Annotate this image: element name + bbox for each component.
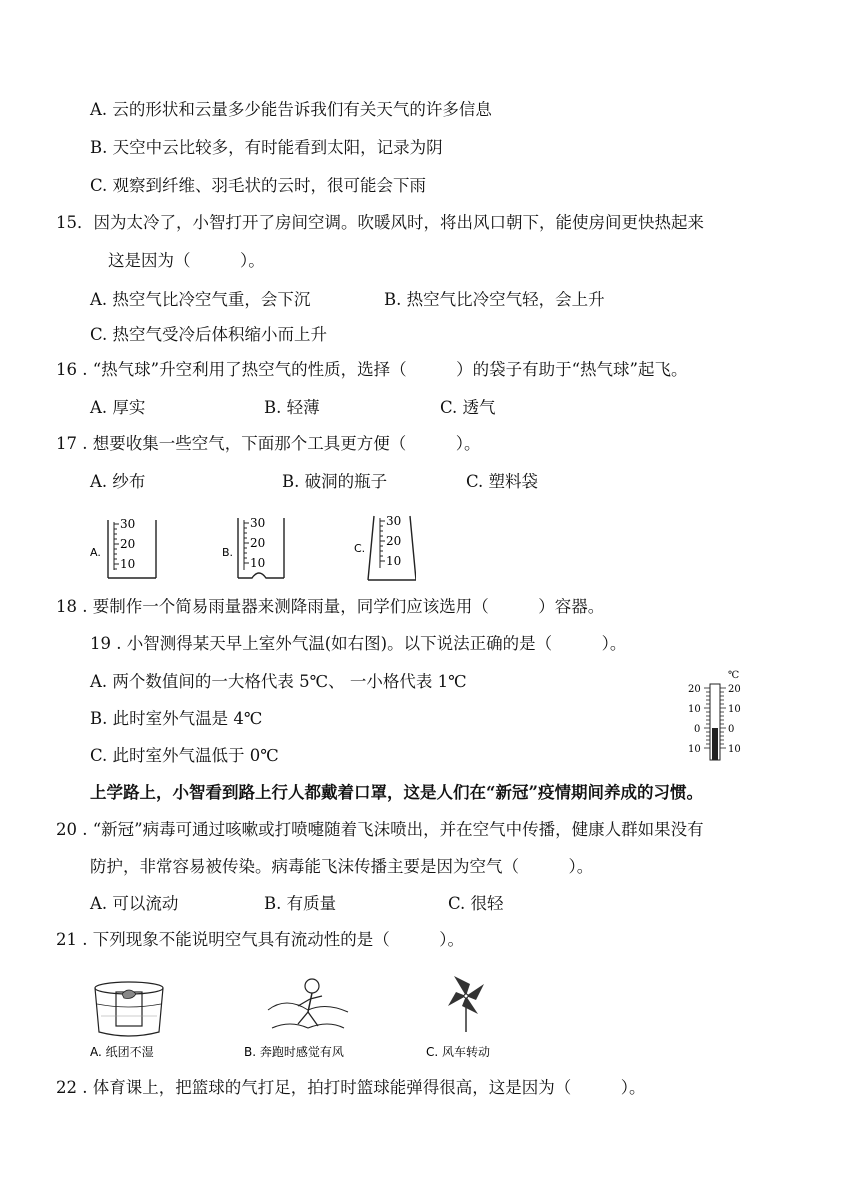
thermo-right-10: 10 (728, 704, 741, 715)
thermometer-unit: ℃ (728, 670, 740, 681)
q15-stem-line2: 这是因为（ ）。 (108, 251, 265, 270)
q15-option-a: A. 热空气比冷空气重，会下沉 (90, 290, 311, 309)
container-a-figure (90, 517, 156, 578)
q20-option-b: B. 有质量 (264, 894, 337, 913)
container-a-label: A. (90, 546, 101, 559)
q18-stem: 18 . 要制作一个简易雨量器来测降雨量，同学们应该选用（ ）容器。 (56, 597, 605, 616)
pinwheel-figure (426, 976, 490, 1059)
q16-option-a: A. 厚实 (90, 398, 146, 417)
container-b-label: B. (222, 546, 234, 559)
q19-stem: 19 . 小智测得某天早上室外气温(如右图)。以下说法正确的是（ ）。 (90, 634, 627, 653)
q17-stem: 17 . 想要收集一些空气，下面那个工具更方便（ ）。 (56, 434, 481, 453)
thermometer-mercury (712, 728, 718, 760)
container-c-label: C. (354, 542, 366, 555)
q17-option-a: A. 纱布 (90, 472, 146, 491)
q19-option-b: B. 此时室外气温是 4℃ (90, 709, 263, 728)
thermo-left-10: 10 (688, 704, 701, 715)
q15-option-c: C. 热空气受冷后体积缩小而上升 (90, 325, 328, 344)
q17-option-c: C. 塑料袋 (466, 472, 539, 491)
q19-option-a: A. 两个数值间的一大格代表 5℃、 一小格代表 1℃ (90, 672, 467, 691)
context-paragraph: 上学路上，小智看到路上行人都戴着口罩，这是人们在“新冠”疫情期间养成的习惯。 (90, 783, 703, 802)
thermo-right-minus10: 10 (728, 744, 741, 755)
q16-option-c: C. 透气 (440, 398, 496, 417)
container-b-tick-10: 10 (250, 556, 266, 570)
q14-option-b: B. 天空中云比较多，有时能看到太阳，记录为阴 (90, 138, 443, 157)
container-a-tick-10: 10 (120, 557, 136, 571)
container-a-tick-20: 20 (120, 537, 136, 551)
q20-stem-line2: 防护，非常容易被传染。病毒能飞沫传播主要是因为空气（ ）。 (90, 857, 594, 876)
thermo-right-0: 0 (728, 724, 735, 735)
container-c-tick-10: 10 (386, 554, 402, 568)
q22-stem: 22 . 体育课上，把篮球的气打足，拍打时篮球能弹得很高，这是因为（ ）。 (56, 1078, 646, 1097)
thermometer-figure (684, 666, 748, 762)
container-c-tick-20: 20 (386, 534, 402, 548)
q21-caption-b: B. 奔跑时感觉有风 (244, 1045, 344, 1059)
q20-stem-line1: 20 . “新冠”病毒可通过咳嗽或打喷嚏随着飞沫喷出，并在空气中传播，健康人群如果没有 (56, 820, 704, 839)
thermo-left-minus10: 10 (688, 744, 701, 755)
container-c-tick-30: 30 (386, 514, 402, 528)
q20-option-c: C. 很轻 (448, 894, 504, 913)
thermo-right-20: 20 (728, 684, 741, 695)
q16-stem: 16 . “热气球”升空利用了热空气的性质，选择（ ）的袋子有助于“热气球”起飞。 (56, 360, 688, 379)
q20-option-a: A. 可以流动 (90, 894, 179, 913)
q16-option-b: B. 轻薄 (264, 398, 320, 417)
container-a-tick-30: 30 (120, 517, 136, 531)
q17-option-b: B. 破洞的瓶子 (282, 472, 388, 491)
paper-cup-in-water-figure (90, 982, 163, 1059)
rain-gauge-figures (86, 512, 416, 586)
q21-stem: 21 . 下列现象不能说明空气具有流动性的是（ ）。 (56, 930, 464, 949)
q15-option-b: B. 热空气比冷空气轻，会上升 (384, 290, 605, 309)
running-child-figure (244, 979, 348, 1059)
q19-option-c: C. 此时室外气温低于 0℃ (90, 746, 279, 765)
container-c-figure (354, 514, 416, 580)
container-b-tick-30: 30 (250, 516, 266, 530)
thermo-left-0: 0 (694, 724, 701, 735)
q21-caption-a: A. 纸团不湿 (90, 1045, 154, 1059)
thermo-left-20: 20 (688, 684, 701, 695)
q21-figures (86, 966, 526, 1064)
q15-stem-line1: 15．因为太冷了，小智打开了房间空调。吹暖风时，将出风口朝下，能使房间更快热起来 (56, 213, 704, 232)
container-b-figure (222, 516, 284, 578)
container-b-tick-20: 20 (250, 536, 266, 550)
q21-caption-c: C. 风车转动 (426, 1045, 491, 1059)
q14-option-a: A. 云的形状和云量多少能告诉我们有关天气的许多信息 (90, 100, 492, 119)
q14-option-c: C. 观察到纤维、羽毛状的云时，很可能会下雨 (90, 176, 427, 195)
